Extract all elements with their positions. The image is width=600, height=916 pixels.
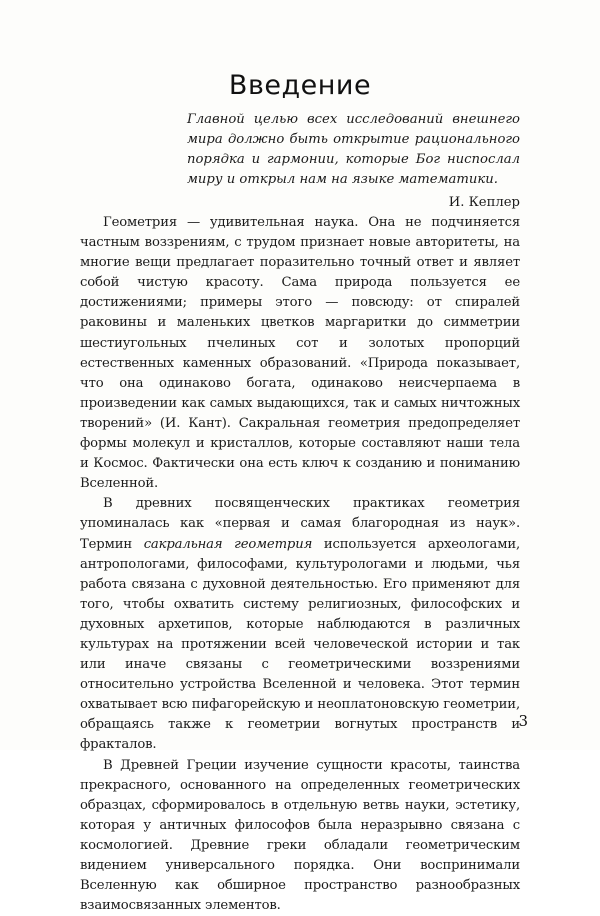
epigraph-author: И. Кеплер [448,195,520,210]
body-text [80,213,520,916]
paragraph-2-end: используется археологами, антропологами, философами, культурологами и людьми, чья работа связана с духовной деятельностью. Его применяют для того, чтобы охватить систему религиозных, философских и духовных архетипов, которые наблюдаются в различных культурах на протяжении всей человеческой истории и так или иначе связаны с геометрическими воззрениями относительно устройства Вселенной и человека. Этот термин охватывает всю пифагорейскую и неоплатоновскую геометрии, обращаясь также к геометрии вогнутых пространств и фракталов. [80,536,520,753]
paragraph-3: В Древней Греции изучение сущности красоты, таинства прекрасного, основанного на определенных геометрических образцах, сформировалось в отдельную ветвь науки, эстетику, которая у античных философов была неразрывно связана с космологией. Древние греки обладали геометрическим видением универсального порядка. Они воспринимали Вселенную как обширное пространство разнообразных взаимосвязанных элементов. [80,757,520,914]
paragraph-2 [80,494,520,755]
paragraph-1: Геометрия — удивительная наука. Она не подчиняется частным воззрениям, с трудом признает новые авторитеты, на многие вещи предлагает поразительно точный ответ и являет собой чистую красоту. Сама природа пользуется ее достижениями; примеры этого — повсюду: от спиралей раковины и маленьких цветков маргаритки до симметрии шестиугольных пчелиных сот и золотых пропорций естественных каменных образований. «Природа показывает, что она одинаково богата, одинаково неисчерпаема в произведении как самых выдающихся, так и самых ничтожных творений» (И. Кант). Сакральная геометрия предопределяет формы молекул и кристаллов, которые составляют наши тела и Космос. Фактически она есть ключ к созданию и пониманию Вселенной. [80,215,520,492]
paragraph-2-emphasis: сакральная геометрия [143,536,313,552]
chapter-heading: Введение [228,70,372,102]
epigraph [187,110,520,213]
epigraph-quote: Главной целью всех исследований внешнего мира должно быть открытие рационального порядка и гармонии, которые Бог ниспослал миру и открыл нам на языке математики. [187,112,520,187]
page-number: 3 [518,712,528,730]
paragraph-2-start: В древних посвященческих практиках геометрия упоминалась как «первая и самая благородная из наук». Термин [80,496,520,552]
